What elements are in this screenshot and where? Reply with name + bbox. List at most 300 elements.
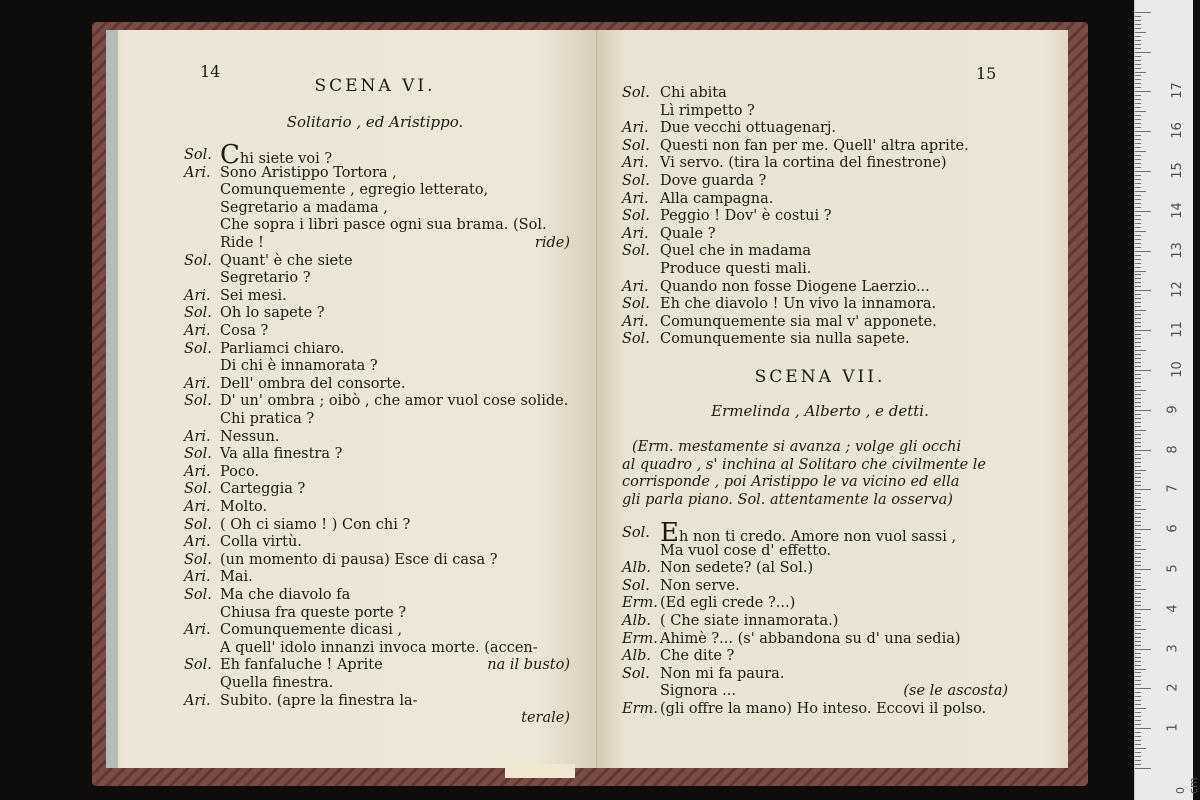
line-text: Lì rimpetto ?	[660, 102, 755, 119]
ruler-tick	[1135, 103, 1141, 104]
ruler-label: 15	[1169, 162, 1185, 179]
ruler-tick	[1135, 430, 1146, 431]
line-text: Non serve.	[660, 577, 740, 594]
ruler-tick	[1135, 318, 1141, 319]
ruler-label: 7	[1165, 484, 1181, 494]
line-text: Poco.	[220, 463, 260, 480]
dialogue-line	[660, 225, 715, 243]
ruler-tick	[1135, 438, 1141, 439]
ruler-tick	[1135, 163, 1141, 164]
line-text: (Ed egli crede ?...)	[660, 595, 796, 612]
stage-direction-line: al quadro , s' inchina al Solitaro che civilmente le	[622, 456, 986, 473]
speaker-label: Sol.	[622, 137, 650, 154]
ruler-tick	[1135, 426, 1141, 427]
ruler-tick	[1135, 521, 1141, 522]
speaker-label: Sol.	[622, 525, 650, 541]
dialogue-line	[220, 445, 342, 463]
ruler-tick	[1135, 561, 1141, 562]
line-text: Due vecchi ottuagenarj.	[660, 120, 837, 137]
line-text: Comunquemente sia nulla sapete.	[660, 331, 910, 348]
ruler-tick	[1135, 700, 1141, 701]
dialogue-line	[660, 207, 831, 225]
ruler-tick	[1135, 20, 1141, 21]
dialogue-line	[220, 604, 406, 622]
measuring-ruler	[1134, 0, 1193, 800]
ruler-tick	[1135, 119, 1141, 120]
ruler-tick	[1135, 330, 1151, 331]
line-text: Alla campagna.	[660, 190, 774, 207]
speaker-label: Sol.	[184, 147, 212, 163]
speaker-label: Alb.	[622, 560, 651, 577]
ruler-tick	[1135, 294, 1141, 295]
ruler-tick	[1135, 286, 1141, 287]
ruler-tick	[1135, 736, 1141, 737]
line-text: A quell' idolo innanzi invoca morte. (accen-	[220, 639, 538, 656]
ruler-tick	[1135, 139, 1141, 140]
ruler-tick	[1135, 645, 1141, 646]
ruler-tick	[1135, 649, 1151, 650]
ruler-tick	[1135, 585, 1141, 586]
line-text: Ma vuol cose d' effetto.	[660, 542, 832, 559]
line-text: Che dite ?	[660, 648, 735, 665]
stage-direction-line: corrisponde , poi Aristippo le va vicino ed ella	[622, 474, 960, 490]
ruler-tick	[1135, 191, 1146, 192]
ruler-tick	[1135, 274, 1141, 275]
speaker-label: Erm.	[622, 630, 658, 647]
ruler-label: 1	[1165, 723, 1181, 732]
dialogue-line	[660, 665, 784, 683]
speaker-label: Erm.	[622, 595, 658, 612]
ruler-label: 2	[1165, 683, 1181, 693]
line-text: Subito. (apre la finestra la-	[220, 692, 418, 709]
ruler-label: 8	[1165, 444, 1181, 454]
line-text: Che sopra i libri pasce ogni sua brama. (Sol.	[220, 217, 547, 234]
ruler-tick	[1135, 597, 1141, 598]
speaker-label: Sol.	[184, 516, 212, 533]
speaker-label: Ari.	[184, 622, 211, 639]
ruler-tick	[1135, 756, 1141, 757]
dialogue-line	[220, 621, 402, 639]
dialogue-line	[220, 498, 267, 516]
right-aligned-direction: terale)	[521, 710, 570, 727]
line-text: Questi non fan per me. Quell' altra aprite.	[660, 137, 969, 154]
ruler-tick	[1135, 203, 1141, 204]
line-text: Comunquemente dicasi ,	[220, 622, 403, 639]
spine-headband	[505, 764, 575, 778]
ruler-tick	[1135, 454, 1141, 455]
ruler-tick	[1135, 263, 1141, 264]
line-text: Sono Aristippo Tortora ,	[220, 164, 397, 181]
ruler-tick	[1135, 24, 1141, 25]
dialogue-line	[660, 330, 910, 348]
dialogue-line	[660, 700, 986, 718]
line-text: Dell' ombra del consorte.	[220, 375, 406, 392]
dialogue-line	[220, 392, 568, 410]
ruler-tick	[1135, 589, 1146, 590]
ruler-tick	[1135, 720, 1141, 721]
ruler-tick	[1135, 688, 1151, 689]
ruler-tick	[1135, 712, 1141, 713]
dialogue-line	[660, 137, 969, 155]
ruler-tick	[1135, 306, 1141, 307]
dialogue-line	[220, 357, 378, 375]
dialogue-line	[220, 639, 538, 657]
ruler-label: 9	[1165, 405, 1181, 414]
ruler-tick	[1135, 676, 1141, 677]
ruler-tick	[1135, 557, 1141, 558]
line-text: Ahimè ?... (s' abbandona su d' una sedia)	[660, 630, 961, 647]
ruler-tick	[1135, 537, 1141, 538]
speaker-label: Sol.	[622, 296, 650, 313]
ruler-tick	[1135, 470, 1146, 471]
ruler-tick	[1135, 127, 1141, 128]
ruler-label: 17	[1169, 82, 1185, 100]
ruler-tick	[1135, 52, 1151, 53]
ruler-tick	[1135, 732, 1141, 733]
ruler-tick	[1135, 215, 1141, 216]
line-text: (un momento di pausa) Esce di casa ?	[220, 551, 498, 568]
speaker-label: Sol.	[622, 173, 650, 189]
dialogue-line	[220, 586, 350, 604]
ruler-tick	[1135, 362, 1141, 363]
stage-direction-line: (Erm. mestamente si avanza ; volge gli occhi	[632, 439, 962, 455]
ruler-tick	[1135, 155, 1141, 156]
dialogue-line	[220, 516, 410, 534]
ruler-tick	[1135, 390, 1146, 391]
ruler-tick	[1135, 601, 1141, 602]
dialogue-line	[660, 278, 930, 296]
ruler-tick	[1135, 724, 1141, 725]
ruler-tick	[1135, 350, 1146, 351]
ruler-tick	[1135, 342, 1141, 343]
dialogue-line	[220, 410, 314, 428]
ruler-tick	[1135, 657, 1141, 658]
speaker-label: Ari.	[622, 278, 649, 295]
dialogue-line	[660, 630, 961, 648]
ruler-tick	[1135, 247, 1141, 248]
ruler-tick	[1135, 704, 1141, 705]
dialogue-line	[220, 428, 279, 446]
ruler-tick	[1135, 326, 1141, 327]
line-text: D' un' ombra ; oibò , che amor vuol cose solide.	[220, 393, 569, 410]
speaker-label: Sol.	[184, 305, 212, 322]
ruler-tick	[1135, 684, 1141, 685]
dialogue-line	[660, 682, 736, 700]
ruler-tick	[1135, 581, 1141, 582]
speaker-label: Ari.	[184, 499, 211, 515]
ruler-tick	[1135, 501, 1141, 502]
ruler-tick	[1135, 227, 1141, 228]
ruler-tick	[1135, 32, 1146, 33]
speaker-label: Sol.	[622, 331, 650, 348]
ruler-tick	[1135, 175, 1141, 176]
dialogue-line	[220, 656, 383, 674]
ruler-tick	[1135, 75, 1141, 76]
line-text: hi siete voi ?	[239, 151, 333, 167]
speaker-label: Sol.	[622, 208, 650, 225]
dialogue-line	[660, 542, 831, 560]
ruler-tick	[1135, 302, 1141, 303]
right-aligned-direction: na il busto)	[487, 657, 570, 674]
ruler-tick	[1135, 525, 1141, 526]
ruler-tick	[1135, 135, 1141, 136]
dialogue-line	[220, 463, 259, 481]
dialogue-line	[220, 322, 268, 340]
speaker-label: Alb.	[622, 613, 651, 629]
ruler-tick	[1135, 334, 1141, 335]
speaker-label: Ari.	[622, 120, 649, 137]
ruler-tick	[1135, 629, 1146, 630]
ruler-tick	[1135, 64, 1141, 65]
ruler-tick	[1135, 637, 1141, 638]
ruler-tick	[1135, 298, 1141, 299]
ruler-tick	[1135, 12, 1151, 13]
dialogue-line	[660, 102, 755, 120]
ruler-tick	[1135, 545, 1141, 546]
ruler-label: 10	[1169, 361, 1185, 378]
dialogue-line	[220, 234, 264, 252]
ruler-tick	[1135, 422, 1141, 423]
ruler-tick	[1135, 748, 1146, 749]
ruler-tick	[1135, 394, 1141, 395]
speaker-label: Ari.	[184, 428, 211, 445]
dialogue-line	[220, 216, 547, 234]
speaker-label: Ari.	[622, 225, 649, 242]
ruler-tick	[1135, 374, 1141, 375]
ruler-tick	[1135, 541, 1141, 542]
line-text: Eh che diavolo ! Un vivo la innamora.	[660, 296, 937, 313]
ruler-tick	[1135, 613, 1141, 614]
dialogue-line	[220, 269, 310, 287]
ruler-tick	[1135, 199, 1141, 200]
ruler-tick	[1135, 338, 1141, 339]
ruler-label: 5	[1165, 564, 1181, 573]
ruler-tick	[1135, 533, 1141, 534]
dialogue-line	[220, 692, 418, 710]
speaker-label: Sol.	[184, 481, 212, 498]
speaker-label: Sol.	[184, 587, 212, 603]
ruler-tick	[1135, 529, 1151, 530]
right-characters: Ermelinda , Alberto , e detti.	[711, 402, 929, 420]
ruler-tick	[1135, 187, 1141, 188]
left-page-number: 14	[200, 62, 221, 81]
ruler-tick	[1135, 577, 1141, 578]
ruler-tick	[1135, 609, 1151, 610]
ruler-tick	[1135, 481, 1141, 482]
ruler-tick	[1135, 378, 1141, 379]
dialogue-line	[220, 551, 498, 569]
line-text: Segretario a madama ,	[220, 199, 388, 216]
ruler-tick	[1135, 223, 1141, 224]
ruler-tick	[1135, 366, 1141, 367]
ruler-tick	[1135, 267, 1141, 268]
ruler-tick	[1135, 760, 1141, 761]
ruler-label: 12	[1169, 281, 1185, 299]
line-text: Comunquemente sia mal v' apponete.	[660, 313, 937, 330]
line-text: Quant' è che siete	[220, 252, 353, 269]
ruler-label: 14	[1169, 202, 1185, 219]
line-text: Ma che diavolo fa	[220, 587, 351, 603]
speaker-label: Sol.	[622, 577, 650, 594]
ruler-tick	[1135, 68, 1141, 69]
dialogue-line	[220, 674, 333, 692]
dialogue-line	[660, 594, 795, 612]
ruler-tick	[1135, 87, 1141, 88]
dialogue-line	[660, 190, 773, 208]
ruler-tick	[1135, 310, 1146, 311]
speaker-label: Sol.	[184, 657, 212, 674]
ruler-tick	[1135, 617, 1141, 618]
line-text: ( Oh ci siamo ! ) Con chi ?	[220, 516, 411, 533]
line-text: Chiusa fra queste porte ?	[220, 604, 407, 621]
ruler-tick	[1135, 60, 1141, 61]
ruler-tick	[1135, 282, 1141, 283]
speaker-label: Ari.	[184, 534, 211, 551]
line-text: Eh fanfaluche ! Aprite	[220, 657, 383, 674]
ruler-tick	[1135, 207, 1141, 208]
line-text: Cosa ?	[220, 323, 269, 339]
ruler-label: 16	[1169, 122, 1185, 139]
ruler-tick	[1135, 434, 1141, 435]
dialogue-line	[660, 313, 937, 331]
ruler-tick	[1135, 322, 1141, 323]
line-text: Va alla finestra ?	[220, 446, 343, 463]
ruler-tick	[1135, 406, 1141, 407]
ruler-tick	[1135, 573, 1141, 574]
dialogue-line	[660, 154, 947, 172]
ruler-tick	[1135, 549, 1146, 550]
speaker-label: Erm.	[622, 701, 658, 717]
ruler-label: 4	[1165, 604, 1181, 613]
speaker-label: Ari.	[184, 569, 211, 586]
right-scene-title: SCENA VII.	[754, 367, 886, 387]
ruler-tick	[1135, 485, 1141, 486]
ruler-tick	[1135, 593, 1141, 594]
ruler-tick	[1135, 410, 1151, 411]
dialogue-line	[660, 612, 838, 630]
ruler-tick	[1135, 505, 1141, 506]
speaker-label: Sol.	[184, 551, 212, 568]
ruler-tick	[1135, 179, 1141, 180]
ruler-tick	[1135, 497, 1141, 498]
ruler-tick	[1135, 159, 1141, 160]
dialogue-line	[660, 84, 727, 102]
speaker-label: Sol.	[622, 665, 650, 682]
speaker-label: Ari.	[184, 323, 211, 339]
dialogue-line	[220, 287, 287, 305]
ruler-tick	[1135, 768, 1151, 769]
ruler-tick	[1135, 672, 1141, 673]
ruler-tick	[1135, 48, 1141, 49]
speaker-label: Sol.	[622, 85, 650, 101]
ruler-tick	[1135, 398, 1141, 399]
ruler-tick	[1135, 314, 1141, 315]
dialogue-line	[660, 242, 811, 260]
line-text: Sei mesi.	[220, 287, 287, 304]
ruler-unit: 0 cm	[1174, 777, 1200, 794]
ruler-tick	[1135, 458, 1141, 459]
ruler-tick	[1135, 692, 1141, 693]
ruler-tick	[1135, 446, 1141, 447]
ruler-tick	[1135, 56, 1141, 57]
ruler-tick	[1135, 442, 1141, 443]
speaker-label: Ari.	[184, 164, 211, 181]
ruler-tick	[1135, 402, 1141, 403]
ruler-tick	[1135, 255, 1141, 256]
speaker-label: Ari.	[622, 313, 649, 330]
dialogue-line	[220, 199, 388, 217]
dialogue-line	[220, 568, 253, 586]
ruler-tick	[1135, 489, 1151, 490]
ruler-tick	[1135, 517, 1141, 518]
ruler-tick	[1135, 107, 1141, 108]
ruler-tick	[1135, 243, 1141, 244]
ruler-tick	[1135, 513, 1141, 514]
line-text: Signora ...	[660, 683, 736, 700]
speaker-label: Alb.	[622, 648, 651, 665]
ruler-tick	[1135, 231, 1146, 232]
ruler-tick	[1135, 553, 1141, 554]
ruler-tick	[1135, 83, 1141, 84]
left-scene-title: SCENA VI.	[314, 76, 436, 96]
line-text: Produce questi mali.	[660, 261, 812, 277]
ruler-tick	[1135, 79, 1141, 80]
ruler-tick	[1135, 115, 1141, 116]
ruler-tick	[1135, 450, 1151, 451]
dialogue-line	[660, 260, 811, 278]
ruler-tick	[1135, 764, 1141, 765]
ruler-label: 11	[1169, 321, 1185, 338]
dialogue-line	[220, 252, 353, 270]
line-text: Peggio ! Dov' è costui ?	[660, 208, 832, 225]
line-text: Vi servo. (tira la cortina del finestrone)	[660, 155, 947, 172]
ruler-tick	[1135, 259, 1141, 260]
ruler-tick	[1135, 211, 1151, 212]
ruler-tick	[1135, 354, 1141, 355]
ruler-tick	[1135, 462, 1141, 463]
line-text: Colla virtù.	[220, 534, 302, 551]
ruler-tick	[1135, 466, 1141, 467]
ruler-tick	[1135, 358, 1141, 359]
dialogue-line	[220, 304, 325, 322]
ruler-tick	[1135, 278, 1141, 279]
ruler-tick	[1135, 493, 1141, 494]
speaker-label: Ari.	[184, 375, 211, 392]
ruler-tick	[1135, 680, 1141, 681]
line-text: Dove guarda ?	[660, 173, 767, 189]
ruler-tick	[1135, 509, 1146, 510]
ruler-label: 6	[1165, 524, 1181, 533]
ruler-tick	[1135, 621, 1141, 622]
ruler-tick	[1135, 123, 1141, 124]
speaker-label: Sol.	[184, 393, 212, 410]
line-text: Segretario ?	[220, 270, 311, 287]
dialogue-line	[220, 533, 302, 551]
ruler-tick	[1135, 44, 1141, 45]
ruler-tick	[1135, 625, 1141, 626]
speaker-label: Ari.	[184, 463, 211, 480]
speaker-label: Ari.	[184, 287, 211, 304]
line-text: Molto.	[220, 499, 268, 515]
ruler-tick	[1135, 219, 1141, 220]
speaker-label: Sol.	[622, 243, 650, 260]
ruler-tick	[1135, 696, 1141, 697]
line-text: Quella finestra.	[220, 675, 334, 691]
ruler-label: 3	[1165, 643, 1181, 653]
ruler-tick	[1135, 40, 1141, 41]
right-aligned-direction: ride)	[534, 235, 570, 251]
line-text: Nessun.	[220, 428, 280, 445]
